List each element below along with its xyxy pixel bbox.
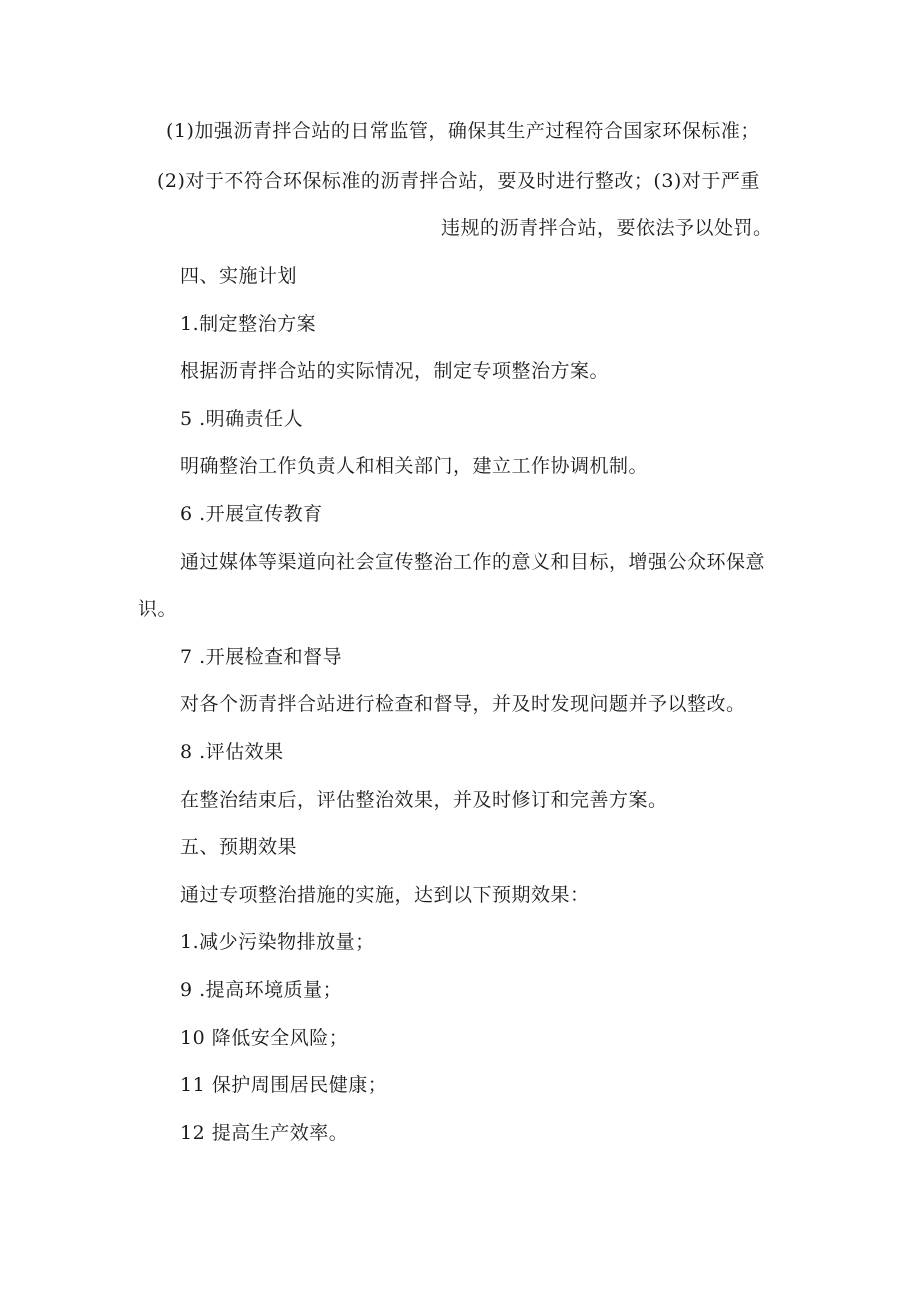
list-item-3-continued: 违规的沥青拌合站，要依法予以处罚。 (441, 217, 773, 239)
section-heading-expected-effects: 五、预期效果 (180, 836, 298, 858)
step-heading: 6 .开展宣传教育 (180, 503, 323, 525)
paragraph: 对各个沥青拌合站进行检查和督导，并及时发现问题并予以整改。 (180, 693, 746, 715)
list-item-2-3: (2)对于不符合环保标准的沥青拌合站，要及时进行整改；(3)对于严重 (157, 170, 760, 192)
step-heading: 8 .评估效果 (180, 741, 284, 763)
list-item: 1.减少污染物排放量； (180, 931, 375, 953)
step-heading: 7 .开展检查和督导 (180, 646, 343, 668)
paragraph: 根据沥青拌合站的实际情况，制定专项整治方案。 (180, 360, 610, 382)
paragraph: 明确整治工作负责人和相关部门，建立工作协调机制。 (180, 455, 649, 477)
paragraph: 通过媒体等渠道向社会宣传整治工作的意义和目标，增强公众环保意 (180, 551, 766, 573)
list-item: 12 提高生产效率。 (180, 1122, 349, 1144)
list-item: 10 降低安全风险； (180, 1027, 349, 1049)
paragraph-continued: 识。 (138, 598, 178, 620)
list-item: 11 保护周围居民健康； (180, 1074, 388, 1096)
list-item-1: (1)加强沥青拌合站的日常监管，确保其生产过程符合国家环保标准； (166, 120, 760, 142)
paragraph: 通过专项整治措施的实施，达到以下预期效果： (180, 884, 590, 906)
step-heading: 5 .明确责任人 (180, 408, 304, 430)
paragraph: 在整治结束后，评估整治效果，并及时修订和完善方案。 (180, 789, 668, 811)
section-heading-implementation: 四、实施计划 (180, 265, 298, 287)
step-heading: 1.制定整治方案 (180, 313, 317, 335)
list-item: 9 .提高环境质量； (180, 979, 343, 1001)
